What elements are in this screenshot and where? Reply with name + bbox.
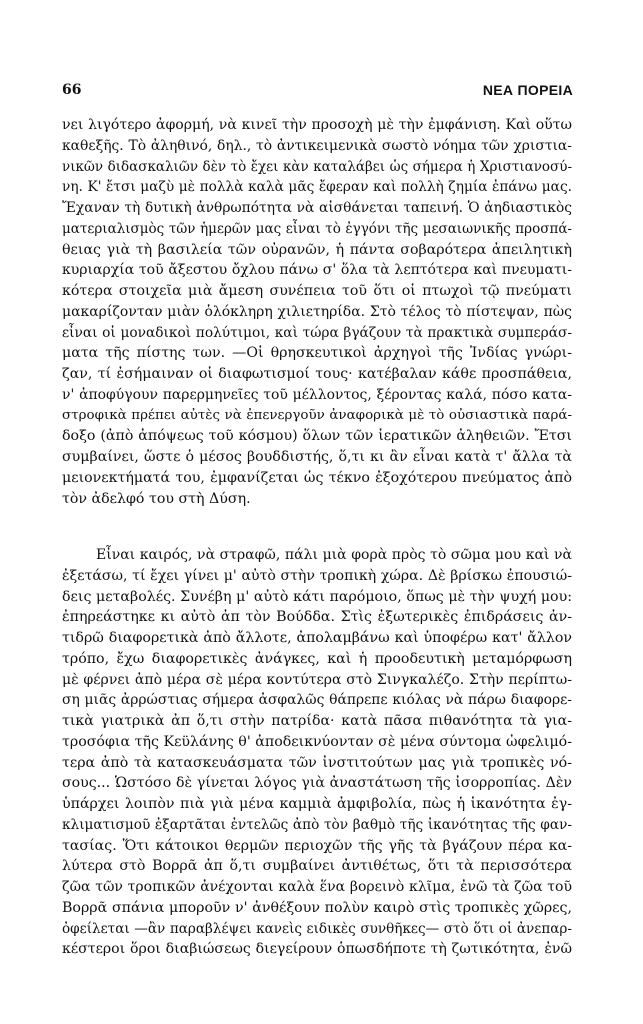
text-line: ὑπάρχει λοιπὸν πιὰ γιὰ μένα καμμιὰ ἀμφιβολία, πὼς ἡ ἱκανότητα ἐγ- [62,796,572,812]
text-line: τροσόφια τῆς Κεϋλάνης θ' ἀποδεικνύονταν σὲ μένα σύντομα ὠφελιμό- [62,733,572,750]
text-line: ἐπηρεάστηκε κι αὐτὸ ἀπ τὸν Βούδδα. Στὶς ἐξωτερικὲς ἐπιδράσεις ἀν- [62,609,572,626]
text-line: συμβαίνει, ὥστε ὁ μέσος βουδδιστής, ὅ,τι κι ἂν εἶναι κατὰ τ' ἄλλα τὰ [62,449,572,465]
text-line: τρόπο, ἔχω διαφορετικὲς ἀνάγκες, καὶ ἡ προοδευτικὴ μεταμόρφωση [62,650,572,667]
text-line: ὀφείλεται —ἂν παραβλέψει κανεὶς ειδικὲς συνθῆκες— στὸ ὅτι οἱ ἀνεπαρ- [62,920,572,937]
text-line: τὸν ἀδελφό του στὴ Δύση. [62,490,251,507]
text-line: ζαν, τί ἐσήμαιναν οἱ διαφωτισμοί τους· κατέβαλαν κάθε προσπάθεια, [62,366,572,382]
text-line: ματα τῆς πίστης των. —Οἱ θρησκευτικοὶ ἀρχηγοὶ τῆς Ἰνδίας γνώρι- [62,345,572,362]
text-line: ἐξετάσω, τί ἔχει γίνει μ' αὐτὸ στὴν τροπικὴ χώρα. Δὲ βρίσκω ἐπουσιώ- [62,567,572,584]
text-line: ματεριαλισμὸς τῶν ἡμερῶν μας εἶναι τὸ ἐγγόνι τῆς μεσαιωνικῆς προσπά- [62,220,572,237]
page-header [62,82,573,104]
text-line: κλιματισμοῦ ἐξαρτᾶται ἐντελῶς ἀπὸ τὸν βαθμὸ τῆς ἱκανότητας τῆς φαν- [62,816,572,833]
text-line: τασίας. Ὅτι κάτοικοι θερμῶν περιοχῶν τῆς γῆς τὰ βγάζουν πέρα κα- [62,837,572,854]
paragraph-2 [62,545,572,960]
text-line: μὲ φέρνει ἀπὸ μέρα σὲ μέρα κοντύτερα στὸ Σινγκαλέζο. Στὴν περίπτω- [62,671,572,688]
text-line: Εἶναι καιρός, νὰ στραφῶ, πάλι μιὰ φορὰ πρὸς τὸ σῶμα μου καὶ νὰ [96,547,572,563]
text-line: μακαρίζονταν μιὰν ὁλόκληρη χιλιετηρίδα. Στὸ τέλος τὸ πίστεψαν, πὼς [62,303,572,320]
text-line: θειας γιὰ τὴ βασιλεία τῶν οὐρανῶν, ἡ πάντα σοβαρότερα ἀπειλητικὴ [62,241,572,258]
text-line: λύτερα στὸ Βορρᾶ ἀπ ὅ,τι συμβαίνει ἀντιθέτως, ὅτι τὰ περισσότερα [62,858,572,875]
text-line: δοξο (ἀπὸ ἀπόψεως τοῦ κόσμου) ὅλων τῶν ἱερατικῶν ἀληθειῶν. Ἔτσι [62,428,572,445]
running-title: ΝΕΑ ΠΟΡΕΙΑ [482,82,573,98]
text-line: ζῶα τῶν τροπικῶν ἀνέχονται καλὰ ἕνα βορεινὸ κλῖμα, ἐνῶ τὰ ζῶα τοῦ [62,879,572,895]
page-number: 66 [62,82,82,98]
text-line: Βορρᾶ σπάνια μποροῦν ν' ἀνθέξουν πολὺν καιρὸ στὶς τροπικὲς χῶρες, [62,899,572,916]
text-line: καθεξῆς. Τὸ ἀληθινό, δηλ., τὸ ἀντικειμενικὰ σωστὸ νόημα τῶν χριστια- [62,137,572,154]
text-line: κυριαρχία τοῦ ἄξεστου ὄχλου πάνω σ' ὅλα τὰ λεπτότερα καὶ πνευματι- [62,262,572,279]
text-line: ν' ἀποφύγουν παρερμηνεῖες τοῦ μέλλοντος, ξέροντας καλά, πόσο κατα- [62,386,572,403]
text-line: εἶναι οἱ μοναδικοὶ πολύτιμοι, καὶ τώρα βγάζουν τὰ πρακτικὰ συμπεράσ- [62,324,572,341]
text-line: μειονεκτήματά του, ἐμφανίζεται ὡς τέκνο ἐξοχότερου πνεύματος ἀπὸ [62,469,572,486]
text-line: κέστεροι ὅροι διαβιώσεως διεγείρουν ὁπωσδήποτε τὴ ζωτικότητα, ἐνῶ [62,941,572,958]
text-line: νει λιγότερο ἀφορμή, νὰ κινεῖ τὴν προσοχὴ μὲ τὴν ἐμφάνιση. Καὶ οὕτω [62,117,572,133]
text-line: τιδρῶ διαφορετικὰ ἀπὸ ἄλλοτε, ἀπολαμβάνω καὶ ὑποφέρω κατ' ἄλλον [62,630,572,646]
paragraph-1 [62,115,572,509]
text-line: ση μιᾶς ἀρρώστιας σήμερα ἀσφαλῶς θάπρεπε κιόλας νὰ πάρω διαφορε- [62,692,572,709]
text-line: κότερα στοιχεῖα μιὰ ἄμεση συνέπεια τοῦ ὅτι οἱ πτωχοὶ τῷ πνεύματι [62,283,572,299]
text-line: στροφικὰ πρέπει αὐτὲς νὰ ἐπενεργοῦν ἀναφορικὰ μὲ τὸ οὐσιαστικὰ παρά- [62,407,572,423]
text-line: τερα ἀπὸ τὰ κατασκευάσματα τῶν ἰνστιτούτων μας γιὰ τροπικὲς νό- [62,754,572,771]
text-line: τικὰ γιατρικὰ ἀπ ὅ,τι στὴν πατρίδα· κατὰ πᾶσα πιθανότητα τὰ για- [62,713,572,729]
text-line: Ἔχαναν τὴ δυτικὴ ἀνθρωπότητα νὰ αἰσθάνεται ταπεινή. Ὁ ἀηδιαστικὸς [62,200,572,216]
text-line: δεις μεταβολές. Συνέβη μ' αὐτὸ κάτι παρόμοιο, ὅπως μὲ τὴν ψυχή μου: [62,588,572,605]
text-line: νη. Κ' ἔτσι μαζὺ μὲ πολλὰ καλὰ μᾶς ἔφεραν καὶ πολλὴ ζημία ἐπάνω μας. [62,179,572,196]
text-line: νικῶν διδασκαλιῶν δὲν τὸ ἔχει κὰν καταλάβει ὡς σήμερα ἡ Χριστιανοσύ- [62,158,572,175]
text-line: σους... Ὡστόσο δὲ γίνεται λόγος γιὰ ἀναστάτωση τῆς ἰσορροπίας. Δὲν [62,775,572,792]
